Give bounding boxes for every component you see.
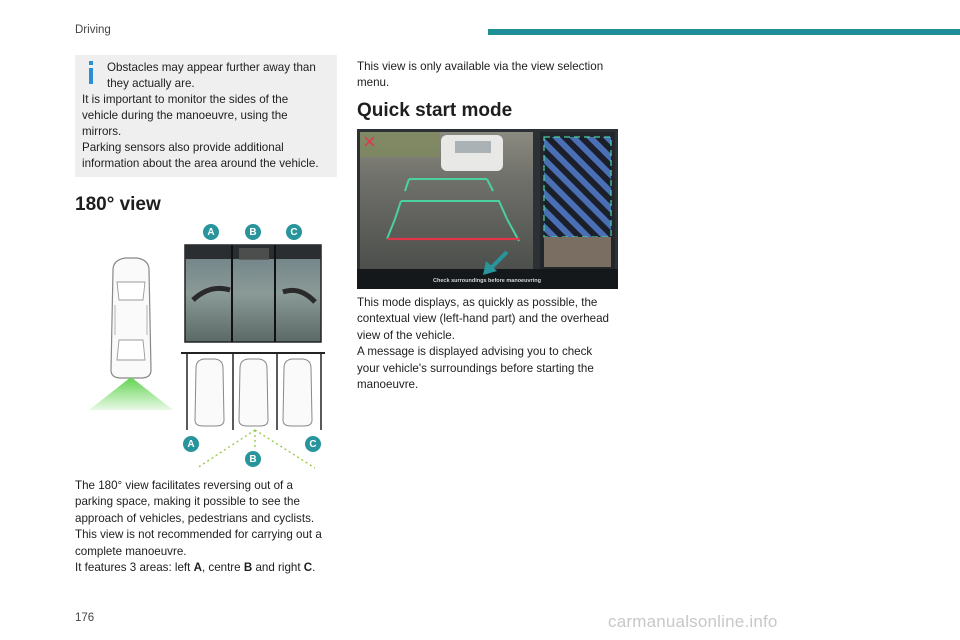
- info-icon: [86, 61, 96, 85]
- label-c-bottom: C: [305, 436, 321, 452]
- view-180-description: [75, 478, 345, 576]
- text-line: manoeuvre.: [357, 378, 419, 392]
- text-line: This view is not recommended for carrying out a: [75, 528, 322, 542]
- view-availability-note: [357, 59, 637, 92]
- info-line: they actually are.: [107, 77, 195, 90]
- text-line: complete manoeuvre.: [75, 544, 187, 558]
- text-line: A message is displayed advising you to check: [357, 345, 593, 359]
- view-180-heading: 180° view: [75, 194, 161, 215]
- info-line: Obstacles may appear further away than: [107, 61, 316, 74]
- info-line: vehicle during the manoeuvre, using the: [82, 109, 288, 122]
- camera-field-of-view: [89, 377, 173, 410]
- info-line: Parking sensors also provide additional: [82, 141, 284, 154]
- view-180-diagram: [85, 220, 335, 475]
- quick-start-description: [357, 295, 637, 393]
- text-line: This mode displays, as quickly as possible, the: [357, 296, 598, 309]
- label-c-top: C: [286, 224, 302, 240]
- quick-start-screen: [357, 129, 618, 289]
- info-line: information about the area around the vehicle.: [82, 157, 319, 170]
- info-line: It is important to monitor the sides of the: [82, 93, 289, 106]
- text-line: contextual view (left-hand part) and the overhead: [357, 312, 609, 326]
- text-line: menu.: [357, 76, 390, 90]
- watermark: carmanualsonline.info: [608, 612, 778, 631]
- section-title: Driving: [75, 24, 111, 36]
- text-line: your vehicle's surroundings before starting the: [357, 361, 594, 375]
- text-line: approach of vehicles, pedestrians and cyclists.: [75, 511, 315, 525]
- quick-start-heading: Quick start mode: [357, 100, 513, 121]
- camera-view-screen: [185, 245, 321, 342]
- label-a-bottom: A: [183, 436, 199, 452]
- car-top-view-icon: [111, 258, 151, 378]
- text-line: This view is only available via the view selection: [357, 60, 604, 73]
- label-a-top: A: [203, 224, 219, 240]
- text-line: view of the vehicle.: [357, 328, 455, 342]
- header-accent-bar: [488, 29, 960, 35]
- label-b-bottom: B: [245, 451, 261, 467]
- label-b-top: B: [245, 224, 261, 240]
- areas-line: It features 3 areas: left A, centre B and right C.: [75, 561, 316, 575]
- text-line: The 180° view facilitates reversing out of a: [75, 479, 293, 492]
- page-number: 176: [75, 612, 95, 624]
- info-line: mirrors.: [82, 125, 122, 138]
- screen-message: Check surroundings before manoeuvring: [433, 278, 541, 284]
- text-line: parking space, making it possible to see the: [75, 495, 300, 509]
